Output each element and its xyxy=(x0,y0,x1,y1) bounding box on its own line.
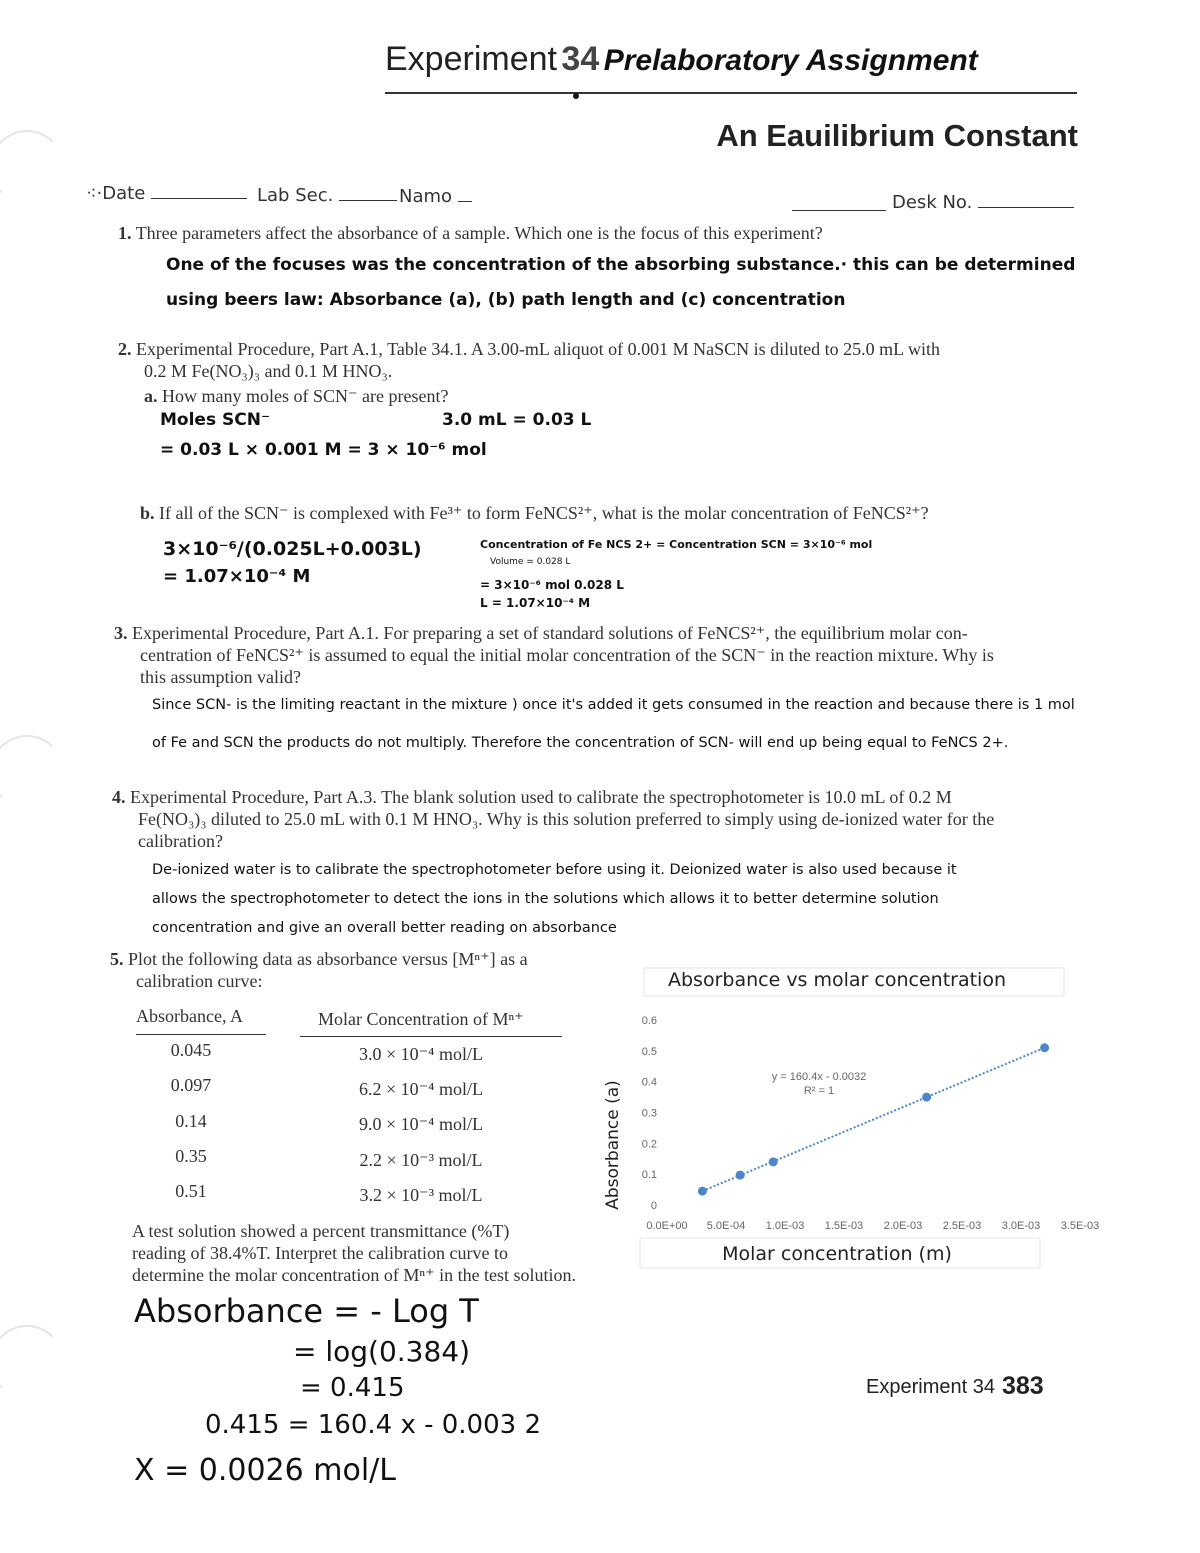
desk-field xyxy=(892,192,1074,213)
y-tick-label: 0 xyxy=(650,1200,657,1212)
x-tick-label: 2.0E-03 xyxy=(883,1220,923,1232)
question-2 xyxy=(118,338,1078,382)
table-col2-rule xyxy=(300,1036,562,1037)
date-field xyxy=(86,183,247,204)
x-tick-label: 3.5E-03 xyxy=(1060,1220,1100,1232)
table-row-conc: 6.2 × 10⁻⁴ mol/L xyxy=(359,1079,483,1099)
calibration-chart xyxy=(592,960,1100,1270)
q3-text-line3: this assumption valid? xyxy=(140,667,301,687)
q2b-text: If all of the SCN⁻ is complexed with Fe³⁺ to form FeNCS²⁺, what is the molar concentration of FeNCS²⁺? xyxy=(159,503,929,523)
page-number: 383 xyxy=(1002,1372,1044,1400)
table-row-abs: 0.045 xyxy=(170,1040,212,1060)
desk-label: Desk No. xyxy=(892,192,973,213)
q4-number: 4. xyxy=(112,787,126,807)
q5-text-line2: calibration curve: xyxy=(136,971,263,991)
q3-text-line2: centration of FeNCS²⁺ is assumed to equal the initial molar concentration of the SCN⁻ in the reaction mixture. Why is xyxy=(140,645,994,665)
question-2a xyxy=(144,385,1044,407)
x-tick-label: 5.0E-04 xyxy=(706,1220,746,1232)
data-point xyxy=(698,1187,707,1196)
chart-svg xyxy=(592,960,1100,1270)
table-row-conc: 9.0 × 10⁻⁴ mol/L xyxy=(359,1114,483,1134)
chart-title: Absorbance vs molar concentration xyxy=(668,969,1006,991)
punch-hole xyxy=(0,130,64,204)
table-col1-header: Absorbance, A xyxy=(136,1006,243,1026)
question-3 xyxy=(114,622,1074,688)
table-row-abs: 0.51 xyxy=(175,1181,207,1201)
trendline-equation: y = 160.4x - 0.0032 xyxy=(771,1071,867,1083)
work-line1: Absorbance = - Log T xyxy=(134,1292,479,1330)
q4-text-line1: Experimental Procedure, Part A.3. The blank solution used to calibrate the spectrophotometer is 10.0 mL of 0.2 M xyxy=(130,787,952,807)
punch-hole xyxy=(0,1325,64,1399)
work-line4: 0.415 = 160.4 x - 0.003 2 xyxy=(205,1410,541,1440)
q5-test-line2: reading of 38.4%T. Interpret the calibration curve to xyxy=(132,1243,509,1263)
q2-text-line2: 0.2 M Fe(NO₃)₃ and 0.1 M HNO₃. xyxy=(144,361,393,381)
y-tick-label: 0.6 xyxy=(641,1015,657,1027)
header-experiment: Experiment xyxy=(385,40,557,78)
q2a-answer-1: Moles SCN⁻ xyxy=(160,410,270,430)
header-assignment: Prelaboratory Assignment xyxy=(603,44,978,77)
x-tick-label: 1.0E-03 xyxy=(765,1220,805,1232)
question-5 xyxy=(110,948,610,992)
y-tick-label: 0.2 xyxy=(641,1138,657,1151)
work-line3: = 0.415 xyxy=(300,1373,405,1403)
q2b-answer-3: Concentration of Fe NCS 2+ = Concentration SCN = 3×10⁻⁶ mol xyxy=(480,538,873,551)
q2b-answer-1: 3×10⁻⁶/(0.025L+0.003L) xyxy=(163,538,422,560)
ink-dot xyxy=(573,93,579,99)
x-tick-label: 1.5E-03 xyxy=(824,1220,864,1232)
q2b-answer-6: L = 1.07×10⁻⁴ M xyxy=(480,596,591,610)
date-blank[interactable] xyxy=(151,184,247,199)
q3-text-line1: Experimental Procedure, Part A.1. For preparing a set of standard solutions of FeNCS²⁺, the equilibrium molar con- xyxy=(132,623,968,643)
q1-answer-line2: using beers law: Absorbance (a), (b) path length and (c) concentration xyxy=(166,290,846,310)
x-tick-label: 0.0E+00 xyxy=(646,1220,688,1232)
footer-label: Experiment 34 xyxy=(866,1376,995,1398)
q5-test-line1: A test solution showed a percent transmittance (%T) xyxy=(132,1221,510,1241)
name-blank-end[interactable] xyxy=(792,210,886,211)
q2-text-line1: Experimental Procedure, Part A.1, Table 34.1. A 3.00-mL aliquot of 0.001 M NaSCN is diluted to 25.0 mL with xyxy=(136,339,940,359)
q3-answer-line2: of Fe and SCN the products do not multiply. Therefore the concentration of SCN- will end up being equal to FeNCS 2+. xyxy=(152,735,1009,751)
page-subtitle: An Eauilibrium Constant xyxy=(716,118,1078,153)
q2b-answer-2: = 1.07×10⁻⁴ M xyxy=(163,566,311,587)
q2-number: 2. xyxy=(118,339,132,359)
date-label: Date xyxy=(102,183,146,204)
question-2b xyxy=(140,502,1100,524)
table-row-abs: 0.097 xyxy=(170,1075,212,1095)
header-rule xyxy=(385,92,1077,94)
q5-text-line1: Plot the following data as absorbance versus [Mⁿ⁺] as a xyxy=(128,949,528,969)
q2b-label: b. xyxy=(140,503,155,523)
chart-ylabel: Absorbance (a) xyxy=(603,1080,623,1210)
q5-test-text xyxy=(132,1220,632,1286)
table-col1-rule xyxy=(136,1034,266,1035)
x-tick-label: 3.0E-03 xyxy=(1001,1220,1041,1232)
q2a-label: a. xyxy=(144,386,158,406)
q2a-answer-2: 3.0 mL = 0.03 L xyxy=(442,410,592,430)
table-row-conc: 2.2 × 10⁻³ mol/L xyxy=(359,1150,483,1170)
table-row-conc: 3.2 × 10⁻³ mol/L xyxy=(359,1185,483,1205)
q4-answer-line1: De-ionized water is to calibrate the spectrophotometer before using it. Deionized water is also used because it xyxy=(152,862,957,878)
data-point xyxy=(1040,1043,1049,1052)
dots-icon: ⁖· xyxy=(86,183,103,204)
table-row-conc: 3.0 × 10⁻⁴ mol/L xyxy=(359,1044,483,1064)
q2b-answer-4: Volume = 0.028 L xyxy=(490,557,571,567)
q4-answer-line3: concentration and give an overall better reading on absorbance xyxy=(152,920,617,936)
header-number: 34 xyxy=(561,40,600,78)
data-point xyxy=(769,1157,778,1166)
q5-number: 5. xyxy=(110,949,124,969)
table-col2-header: Molar Concentration of Mⁿ⁺ xyxy=(318,1009,524,1029)
table-row-abs: 0.14 xyxy=(175,1111,207,1131)
trendline xyxy=(702,1048,1044,1191)
work-line5: X = 0.0026 mol/L xyxy=(134,1453,397,1488)
q3-answer-line1: Since SCN- is the limiting reactant in the mixture ) once it's added it gets consumed in the reaction and because there is 1 mol xyxy=(152,697,1075,713)
name-field xyxy=(399,186,472,207)
data-point xyxy=(922,1093,931,1102)
q2a-text: How many moles of SCN⁻ are present? xyxy=(162,386,449,406)
work-line2: = log(0.384) xyxy=(293,1335,471,1368)
name-blank[interactable] xyxy=(458,187,472,202)
data-point xyxy=(736,1171,745,1180)
q4-text-line3: calibration? xyxy=(138,831,223,851)
trendline-r2: R² = 1 xyxy=(803,1085,835,1097)
lab-sec-label: Lab Sec. xyxy=(257,185,334,206)
y-tick-label: 0.4 xyxy=(641,1076,657,1089)
q5-test-line3: determine the molar concentration of Mⁿ⁺ in the test solution. xyxy=(132,1265,577,1285)
x-tick-label: 2.5E-03 xyxy=(942,1220,982,1232)
name-label: Namo xyxy=(399,186,453,207)
q1-answer-line1: One of the focuses was the concentration of the absorbing substance.· this can be determined xyxy=(166,255,1076,275)
table-row-abs: 0.35 xyxy=(175,1146,207,1166)
q1-text: Three parameters affect the absorbance of a sample. Which one is the focus of this experiment? xyxy=(135,223,823,243)
q3-number: 3. xyxy=(114,623,128,643)
page-header xyxy=(385,40,1085,90)
q4-text-line2: Fe(NO₃)₃ diluted to 25.0 mL with 0.1 M HNO₃. Why is this solution preferred to simply using de-ionized water for the xyxy=(138,809,995,829)
lab-sec-blank[interactable] xyxy=(339,186,397,201)
y-tick-label: 0.1 xyxy=(641,1169,657,1182)
q1-number: 1. xyxy=(118,223,132,243)
question-1 xyxy=(118,222,1118,244)
question-4 xyxy=(112,786,1072,852)
y-tick-label: 0.3 xyxy=(641,1107,657,1120)
chart-xlabel: Molar concentration (m) xyxy=(722,1243,952,1265)
q4-answer-line2: allows the spectrophotometer to detect the ions in the solutions which allows it to better determine solution xyxy=(152,891,939,907)
punch-hole xyxy=(0,735,64,809)
lab-sec-field xyxy=(257,185,397,206)
y-tick-label: 0.5 xyxy=(641,1045,657,1058)
q2b-answer-5: = 3×10⁻⁶ mol 0.028 L xyxy=(480,578,624,592)
q2a-answer-3: = 0.03 L × 0.001 M = 3 × 10⁻⁶ mol xyxy=(160,440,487,460)
desk-blank[interactable] xyxy=(978,193,1074,208)
